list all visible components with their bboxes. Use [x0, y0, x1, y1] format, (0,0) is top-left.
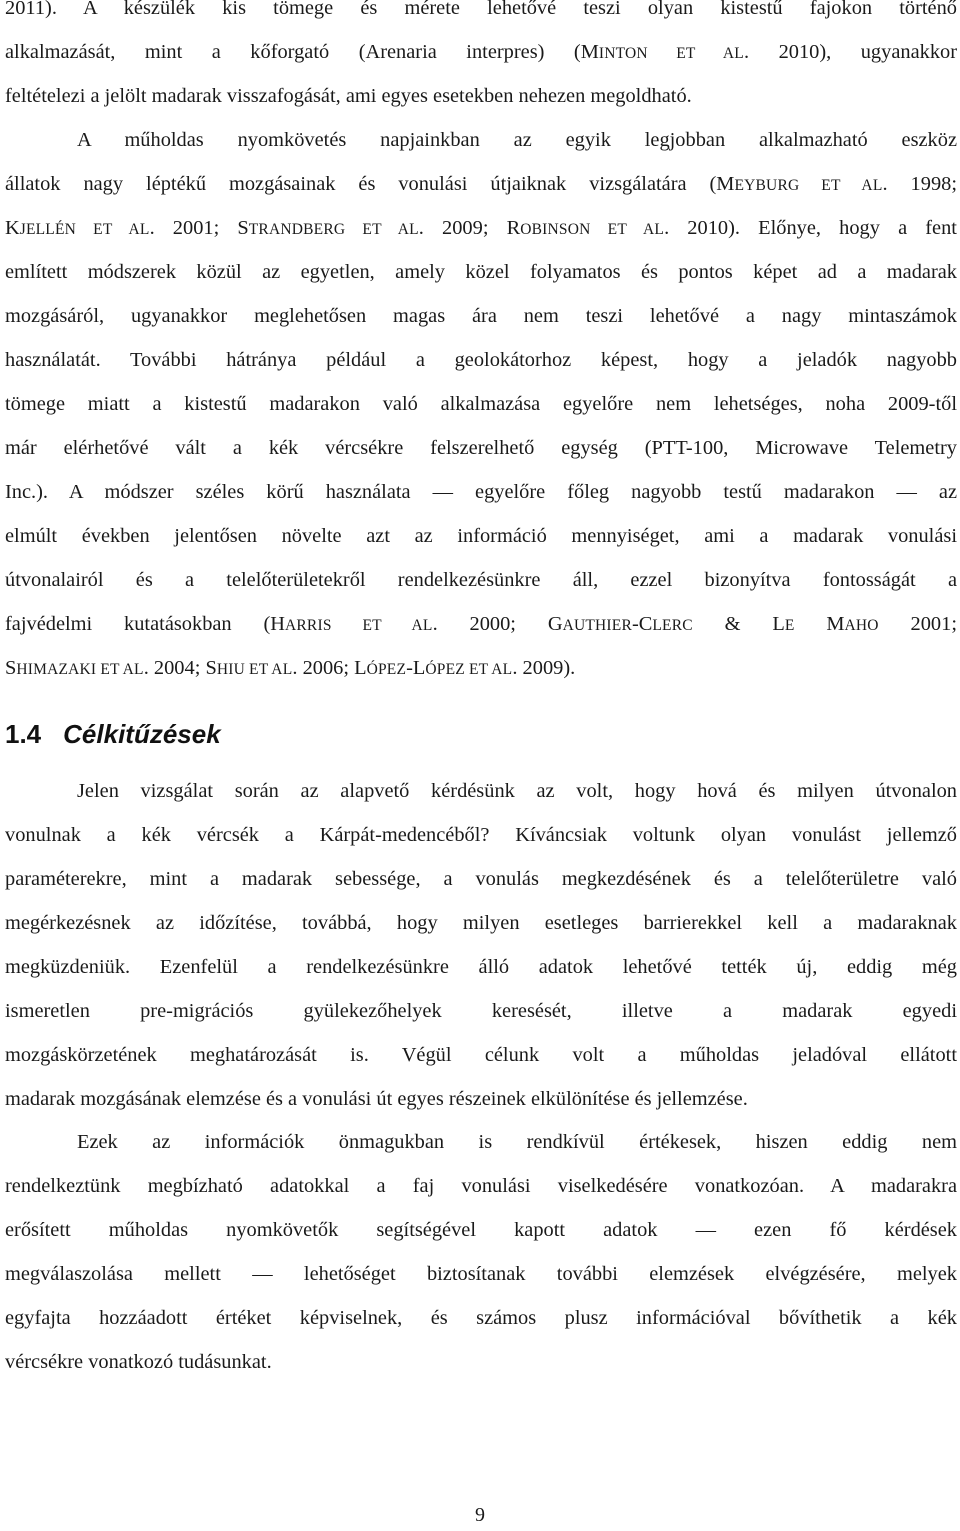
text-line: rendelkeztünk megbízható adatokkal a faj vonulási viselkedésére vonatkozóan. A madarakra [5, 1175, 957, 1197]
text-line: egyfajta hozzáadott értéket képviselnek, és számos plusz információval bővíthetik a kék [5, 1307, 957, 1329]
text-line: mozgáskörzetének meghatározását is. Végül célunk volt a műholdas jeladóval ellátott [5, 1044, 957, 1066]
text-line: KJELLÉN ET AL. 2001; STRANDBERG ET AL. 2009; ROBINSON ET AL. 2010). Előnye, hogy a fent [5, 217, 957, 239]
text-line: vércsékre vonatkozó tudásunkat. [5, 1351, 272, 1373]
text-line: erősített műholdas nyomkövetők segítségével kapott adatok ― ezen fő kérdések [5, 1219, 957, 1241]
text-line: fajvédelmi kutatásokban (HARRIS ET AL. 2000; GAUTHIER-CLERC & LE MAHO 2001; [5, 613, 957, 635]
text-line: feltételezi a jelölt madarak visszafogását, ami egyes esetekben nehezen megoldható. [5, 85, 692, 107]
text-line: A műholdas nyomkövetés napjainkban az egyik legjobban alkalmazható eszköz [77, 129, 957, 151]
text-line: paraméterekre, mint a madarak sebessége, a vonulás megkezdésének és a telelőterületre való [5, 868, 957, 890]
text-line: megérkezésnek az időzítése, továbbá, hogy milyen esetleges barrierekkel kell a madaraknak [5, 912, 957, 934]
text-line: SHIMAZAKI ET AL. 2004; SHIU ET AL. 2006; LÓPEZ-LÓPEZ ET AL. 2009). [5, 657, 576, 679]
text-line: használatát. További hátránya például a geolokátorhoz képest, hogy a jeladók nagyobb [5, 349, 957, 371]
text-line: Ezek az információk önmagukban is rendkívül értékesek, hiszen eddig nem [77, 1131, 957, 1153]
section-title: Célkitűzések [63, 719, 221, 749]
text-line: ismeretlen pre-migrációs gyülekezőhelyek keresését, illetve a madarak egyedi [5, 1000, 957, 1022]
text-line: megküzdeniük. Ezenfelül a rendelkezésünkre álló adatok lehetővé tették új, eddig még [5, 956, 957, 978]
text-line: elmúlt években jelentősen növelte azt az információ mennyiséget, ami a madarak vonulási [5, 525, 957, 547]
text-line: már elérhetővé vált a kék vércsékre felszerelhető egység (PTT-100, Microwave Telemetry [5, 437, 957, 459]
section-heading [5, 719, 221, 750]
text-line: megválaszolása mellett ― lehetőséget biztosítanak további elemzések elvégzésére, melyek [5, 1263, 957, 1285]
text-line: Jelen vizsgálat során az alapvető kérdésünk az volt, hogy hová és milyen útvonalon [77, 780, 957, 802]
text-line: Inc.). A módszer széles körű használata ― egyelőre főleg nagyobb testű madarakon ― az [5, 481, 957, 503]
section-number: 1.4 [5, 719, 42, 749]
text-line: útvonalairól és a telelőterületekről rendelkezésünkre áll, ezzel bizonyítva fontosságát a [5, 569, 957, 591]
text-line: tömege miatt a kistestű madarakon való alkalmazása egyelőre nem lehetséges, noha 2009-től [5, 393, 957, 415]
text-line: madarak mozgásának elemzése és a vonulási út egyes részeinek elkülönítése és jellemzése. [5, 1088, 748, 1110]
text-line: 2011). A készülék kis tömege és mérete lehetővé teszi olyan kistestű fajokon történő [5, 0, 957, 19]
text-line: állatok nagy léptékű mozgásainak és vonulási útjaiknak vizsgálatára (MEYBURG ET AL. 1998; [5, 173, 957, 195]
page-number: 9 [475, 1504, 485, 1526]
text-line: alkalmazását, mint a kőforgató (Arenaria interpres) (MINTON ET AL. 2010), ugyanakkor [5, 41, 957, 63]
text-line: említett módszerek közül az egyetlen, amely közel folyamatos és pontos képet ad a madarak [5, 261, 957, 283]
text-line: vonulnak a kék vércsék a Kárpát-medencéből? Kíváncsiak voltunk olyan vonulást jellemző [5, 824, 957, 846]
text-line: mozgásáról, ugyanakkor meglehetősen magas ára nem teszi lehetővé a nagy mintaszámok [5, 305, 957, 327]
